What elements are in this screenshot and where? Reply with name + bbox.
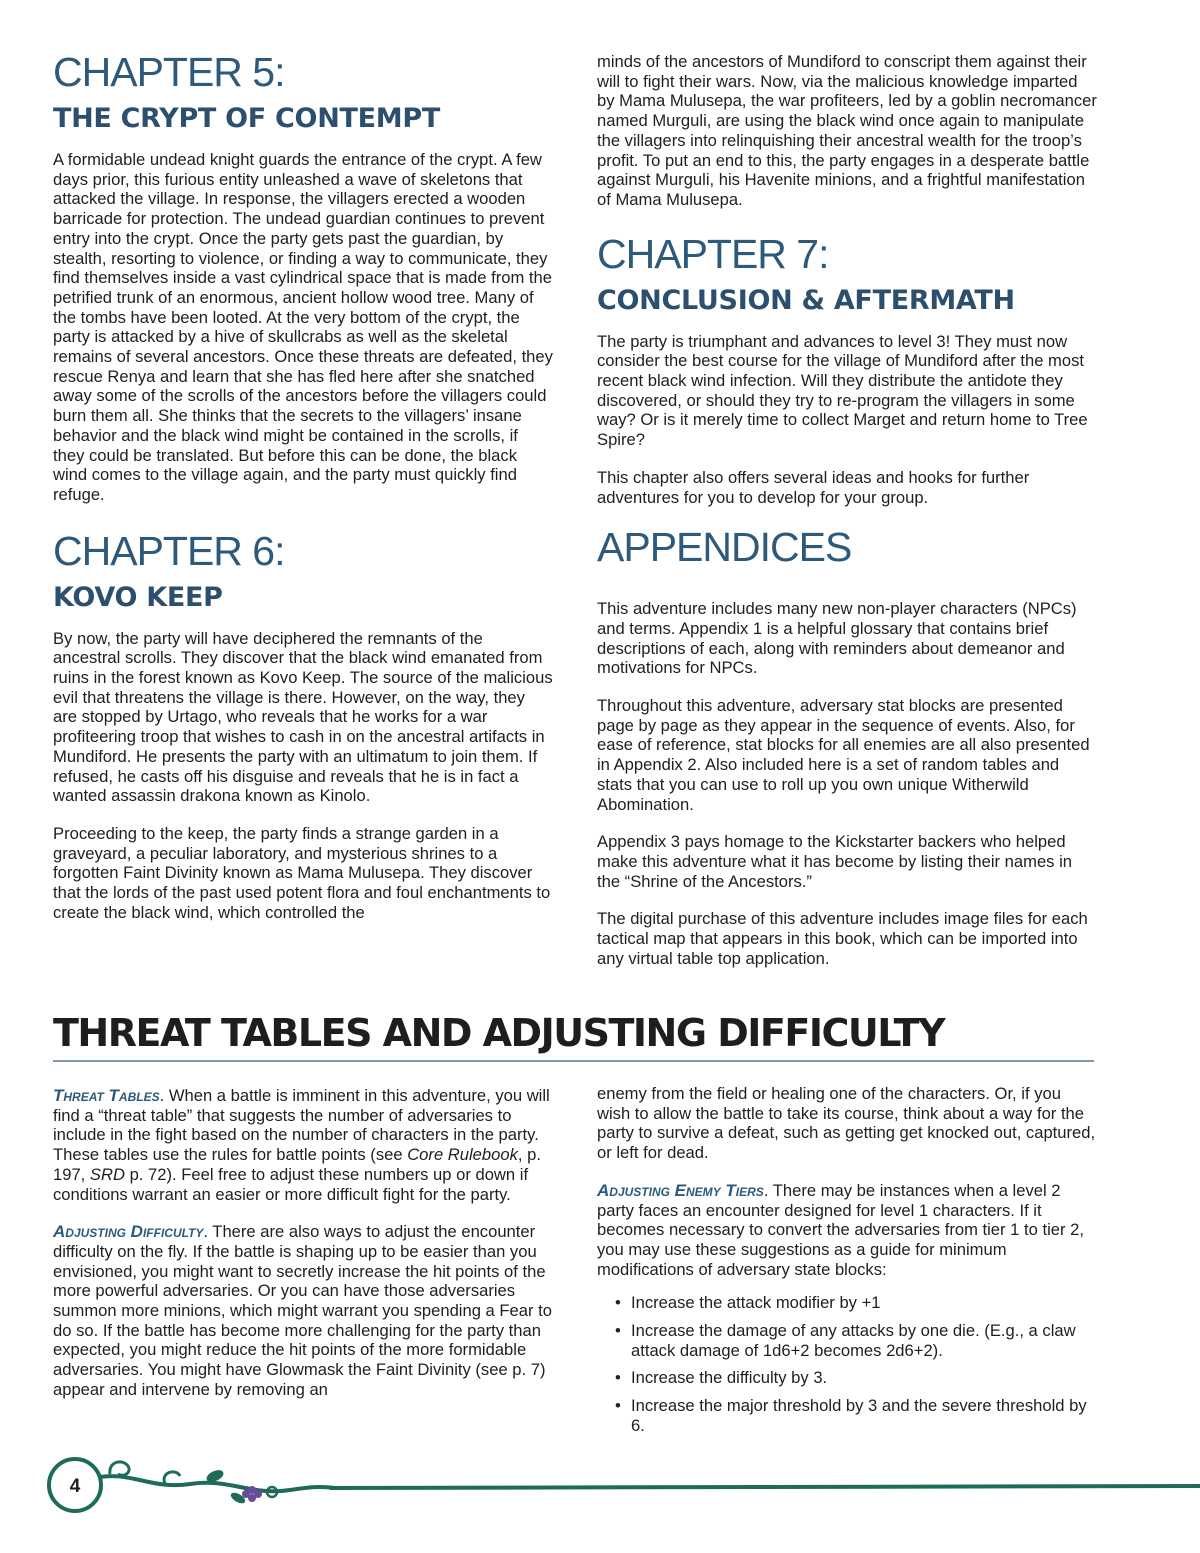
appendices-paragraph-1: This adventure includes many new non-player characters (NPCs) and terms. Appendix 1 is a helpful glossary that contains brief descriptions of each, along with reminders about demeanor and motivations for NPCs. [597,599,1077,678]
list-item: • Increase the damage of any attacks by one die. (E.g., a claw attack damage of 1d6+2 becomes 2d6+2). [631,1321,1097,1360]
appendices-heading: APPENDICES [597,524,852,571]
chapter6-paragraph-2: Proceeding to the keep, the party finds a strange garden in a graveyard, a peculiar laboratory, and mysterious shrines to a forgotten Faint Divinity known as Mama Mulusepa. They discover that the lords of the past used potent flora and foul enchantments to create the black wind, which controlled the [53,823,551,922]
chapter5-paragraph: A formidable undead knight guards the entrance of the crypt. A few days prior, this furious entity unleashed a wave of skeletons that attacked the village. In response, the villagers erected a wooden barricade for protection. The undead guardian continues to prevent entry into the crypt. Once the party gets past the guardian, by stealth, resorting to violence, or finding a way to communicate, they find themselves inside a vast cylindrical space that is made from the petrified trunk of an enormous, ancient hollow wood tree. Many of the tombs have been looted. At the very bottom of the crypt, the party is attacked by a hive of skullcrabs as well as the skeletal remains of several ancestors. Once these threats are defeated, they rescue Renya and learn that she has fled here after she snatched away some of the scrolls of the ancestors before the villagers could burn them all. She thinks that the secrets to the villagers’ insane behavior and the black wind might be contained in the scrolls, if they could be translated. But before this can be done, the black wind comes to the village again, and the party must quickly find refuge. [53,150,553,504]
footer-vine-ornament [0,1450,1200,1553]
swirl-icon [110,1462,129,1475]
chapter7-subtitle: CONCLUSION & AFTERMATH [597,284,1015,316]
adjusting-difficulty-paragraph: Adjusting Difficulty. There are also ways to adjust the encounter difficulty on the fly. If the battle is shaping up to be easier than you envisioned, you might want to secretly increase the hit points of the more powerful adversaries. Or you can have those adversaries summon more minions, which might warrant you spending a Fear to do so. If the battle has become more challenging for the party than expected, you might reduce the hit points of the more formidable adversaries. You might have Glowmask the Faint Divinity (see p. 7) appear and intervene by removing an [53,1222,552,1399]
page-number: 4 [69,1476,81,1497]
adjusting-tiers-lead: Adjusting Enemy Tiers [597,1180,764,1200]
threat-tables-paragraph: Threat Tables. When a battle is imminent in this adventure, you will find a “threat table” that suggests the number of adversaries to include in the fight based on the number of characters in the party. These tables use the rules for battle points (see Core Rulebook, p. 197, SRD p. 72). Feel free to adjust these numbers up or down if conditions warrant an easier or more difficult fight for the party. [53,1086,550,1204]
chapter7-heading: CHAPTER 7: [597,230,829,277]
core-rulebook-ref: Core Rulebook [407,1145,518,1165]
threat-right-column [597,1084,1097,1444]
chapter5-subtitle: THE CRYPT OF CONTEMPT [53,103,440,134]
appendices-paragraph-3: Appendix 3 pays homage to the Kickstarter backers who helped make this adventure what it has become by listing their names in the “Shrine of the Ancestors.” [597,832,1073,891]
list-item: • Increase the difficulty by 3. [631,1368,1097,1388]
list-item: • Increase the major threshold by 3 and the severe threshold by 6. [631,1396,1097,1435]
footer-line [330,1486,1200,1488]
right-column [597,52,1097,969]
chapter7-paragraph-1: The party is triumphant and advances to level 3! They must now consider the best course for the village of Mundiford after the most recent black wind infection. Will they distribute the antidote they discovered, or should they try to re-program the villagers in some way? Or is it merely time to collect Marget and return home to Tree Spire? [597,331,1088,450]
threat-tables-lead: Threat Tables [53,1086,160,1105]
adjusting-tiers-paragraph: Adjusting Enemy Tiers. There may be instances when a level 2 party faces an encounter designed for level 1 characters. If it becomes necessary to convert the adversaries from tier 1 to tier 2, you may use these suggestions as a guide for minimum modifications of adversary state blocks: [597,1180,1084,1279]
tier-modification-list [597,1293,1097,1435]
list-item: • Increase the attack modifier by +1 [631,1293,1097,1313]
adjusting-difficulty-continued: enemy from the field or healing one of the characters. Or, if you wish to allow the battle to take its course, think about a way for the party to survive a defeat, such as getting get knocked out, captured, or left for dead. [597,1084,1096,1163]
threat-left-column [53,1086,553,1400]
appendices-paragraph-2: Throughout this adventure, adversary stat blocks are presented page by page as they appear in the sequence of events. Also, for ease of reference, stat blocks for all enemies are all also presented in Appendix 2. Also included here is a set of random tables and stats that you can use to roll up you own unique Witherwild Abomination. [597,696,1090,814]
section-divider [53,1060,1094,1062]
chapter6-heading: CHAPTER 6: [53,527,285,574]
threat-section-title: THREAT TABLES AND ADJUSTING DIFFICULTY [53,1011,945,1055]
chapter6-paragraph-1: By now, the party will have deciphered the remnants of the ancestral scrolls. They discover that the black wind emanated from ruins in the forest known as Kovo Keep. The source of the malicious evil that threatens the village is there. However, on the way, they are stopped by Urtago, who reveals that he works for a war profiteering troop that wishes to cash in on the ancestral artifacts in Mundiford. He presents the party with an ultimatum to join them. If refused, he casts off his disguise and reveals that he is in fact a wanted assassin drakona known as Kinolo. [53,628,553,806]
adjusting-difficulty-lead: Adjusting Difficulty [53,1222,204,1242]
srd-ref: SRD [89,1164,125,1184]
left-column [53,48,553,923]
chapter6-subtitle: KOVO KEEP [53,581,223,613]
chapter6-paragraph-3: minds of the ancestors of Mundiford to conscript them against their will to fight their wars. Now, via the malicious knowledge imparted by Mama Mulusepa, the war profiteers, led by a goblin necromancer named Murguli, are using the black wind once again to manipulate the villagers into relinquishing their ancestral wealth for the troop’s profit. To put an end to this, the party engages in a desperate battle against Murguli, his Havenite minions, and a frightful manifestation of Mama Mulusepa. [597,52,1097,209]
chapter7-paragraph-2: This chapter also offers several ideas and hooks for further adventures for you to develop for your group. [597,467,1030,507]
appendices-paragraph-4: The digital purchase of this adventure includes image files for each tactical map that appears in this book, which can be imported into any virtual table top application. [597,909,1088,968]
chapter5-heading: CHAPTER 5: [53,49,285,95]
